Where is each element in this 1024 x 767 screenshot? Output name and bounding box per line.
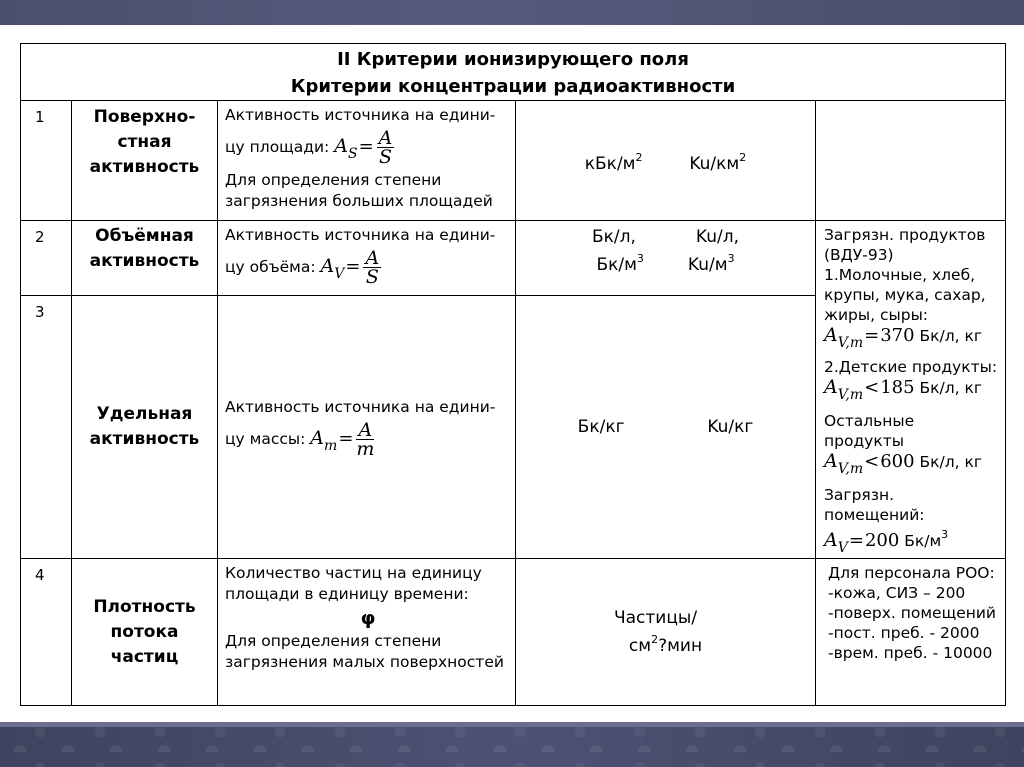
note-line: -пост. преб. - 2000 — [828, 624, 980, 642]
note-line: Для персонала РОО: — [828, 564, 995, 582]
row-number: 2 — [21, 221, 72, 296]
table-row-surface-activity — [21, 101, 1006, 221]
formula-unit: Бк/л, кг — [919, 327, 982, 345]
unit-line — [516, 248, 815, 276]
unit-superscript: 2 — [739, 150, 747, 164]
note-formula-line — [824, 525, 999, 558]
unit-superscript: 3 — [727, 252, 735, 265]
formula-fraction — [363, 249, 381, 286]
formula-lhs: A — [310, 426, 325, 449]
row-number: 3 — [21, 296, 72, 559]
row-description — [218, 101, 516, 221]
note-line: (ВДУ-93) — [824, 246, 894, 264]
row-name — [72, 221, 218, 296]
criteria-table — [20, 43, 1006, 706]
unit-superscript: 2 — [635, 150, 643, 164]
unit-superscript: 3 — [636, 252, 644, 265]
unit-superscript: 2 — [651, 632, 659, 646]
row-name — [72, 296, 218, 559]
desc-formula-line — [225, 129, 511, 166]
note-line: Остальные продукты — [824, 412, 915, 450]
header-title-line2: Критерии концентрации радиоактивности — [290, 76, 736, 97]
formula-operator: < — [864, 377, 880, 398]
formula-value: 185 — [880, 377, 915, 398]
row-note-empty — [816, 101, 1006, 221]
formula-subscript: V,m — [837, 387, 864, 403]
unit-line: Частицы/ — [613, 607, 698, 628]
unit-value: Бк/л, — [591, 227, 636, 247]
formula-operator: = — [848, 530, 864, 551]
row-name-line: активность — [89, 157, 200, 177]
formula-subscript: m — [324, 437, 338, 454]
unit-value: Ku/кг — [707, 416, 754, 437]
formula-unit: Бк/м — [904, 532, 942, 550]
desc-line: загрязнения больших площадей — [225, 192, 493, 210]
formula-subscript: V,m — [837, 461, 864, 477]
table-row-particle-flux — [21, 559, 1006, 706]
desc-line: Активность источника на едини- — [225, 397, 496, 416]
desc-line: площади в единицу времени: — [225, 585, 469, 603]
table-header — [21, 44, 1006, 101]
row-units — [516, 559, 816, 706]
unit-superscript: 3 — [941, 528, 949, 541]
row-description — [218, 559, 516, 706]
table-header-row — [21, 44, 1006, 101]
row-name-line: Плотность — [93, 596, 196, 617]
formula-value: 600 — [880, 451, 915, 472]
table-row-volume-activity — [21, 221, 1006, 296]
formula-equals: = — [358, 136, 374, 157]
formula-lhs: A — [824, 450, 838, 472]
row-number: 1 — [21, 101, 72, 221]
row-name — [72, 559, 218, 706]
formula-lhs: A — [824, 529, 838, 551]
formula-operator: = — [864, 325, 880, 346]
row-name-line: потока — [110, 621, 179, 642]
row-name-line: Объёмная — [95, 226, 194, 246]
desc-line: цу массы: — [225, 429, 306, 448]
unit-value: Бк/кг — [577, 416, 625, 437]
formula-numerator: A — [365, 247, 380, 269]
desc-formula-line — [225, 249, 511, 286]
note-line: -врем. преб. - 10000 — [828, 644, 993, 662]
bottom-banner-stripe — [0, 722, 1024, 727]
formula-operator: < — [864, 451, 880, 472]
unit-line — [516, 227, 815, 248]
formula-denominator: S — [379, 146, 393, 168]
row-description — [218, 221, 516, 296]
note-formula-line — [824, 451, 999, 479]
formula-subscript: V — [837, 540, 848, 556]
unit-value: кБк/м — [584, 153, 636, 174]
note-line: -кожа, СИЗ – 200 — [828, 584, 966, 602]
formula-value: 200 — [864, 530, 900, 551]
row-units — [516, 296, 816, 559]
row-name-line: Удельная — [96, 404, 193, 425]
formula-subscript: V,m — [837, 335, 864, 351]
note-line — [824, 265, 999, 285]
formula-fraction — [356, 418, 375, 460]
desc-line: цу площади: — [225, 138, 330, 156]
unit-value: Бк/м — [596, 255, 637, 275]
desc-line: Для определения степени — [225, 171, 442, 189]
row-name-line: частиц — [110, 646, 179, 667]
note-line: Загрязн. продуктов — [824, 226, 986, 244]
formula-unit: Бк/л, кг — [919, 453, 982, 471]
formula-lhs: A — [320, 255, 335, 277]
formula-lhs: A — [824, 324, 838, 346]
row-name-line: активность — [89, 251, 200, 271]
unit-value: ?мин — [658, 635, 703, 656]
desc-formula-line — [225, 418, 511, 460]
unit-value: Ku/м — [687, 255, 728, 275]
desc-line: Активность источника на едини- — [225, 226, 496, 244]
header-title-line1: II Критерии ионизирующего поля — [337, 49, 689, 70]
desc-line: Активность источника на едини- — [225, 106, 496, 124]
unit-value: Ku/л, — [695, 227, 739, 247]
formula-unit: Бк/л, кг — [919, 379, 982, 397]
note-line: 2.Детские продукты: — [824, 358, 998, 376]
formula-lhs: A — [824, 376, 838, 398]
note-line: жиры, сыры: — [824, 306, 929, 324]
row-number: 4 — [21, 559, 72, 706]
row-name-line: Поверхно- — [93, 107, 196, 127]
food-contamination-note — [816, 221, 1006, 559]
note-text: 1.Молочные, хлеб, — [824, 266, 976, 284]
top-banner — [0, 0, 1024, 25]
note-line: Загрязн. помещений: — [824, 486, 925, 524]
desc-line: Для определения степени — [225, 632, 442, 650]
formula-subscript: S — [347, 146, 358, 162]
formula-lhs: A — [334, 135, 348, 157]
criteria-table-wrapper — [20, 43, 1005, 695]
row-description — [218, 296, 516, 559]
row-units — [516, 101, 816, 221]
note-formula-line — [824, 325, 999, 353]
formula-equals: = — [338, 427, 354, 449]
unit-value: Ku/км — [689, 153, 740, 174]
formula-value: 370 — [880, 325, 915, 346]
bottom-banner — [0, 722, 1024, 767]
formula-numerator: A — [378, 127, 393, 149]
formula-subscript: V — [334, 266, 345, 282]
unit-line — [516, 629, 815, 657]
row-units — [516, 221, 816, 296]
formula-denominator: m — [356, 437, 375, 460]
desc-line: цу объёма: — [225, 258, 316, 276]
personnel-note — [816, 559, 1006, 706]
note-line: крупы, мука, сахар, — [824, 286, 986, 304]
unit-value: см — [628, 635, 652, 656]
desc-line: Количество частиц на единицу — [225, 564, 482, 582]
formula-numerator: A — [356, 421, 374, 440]
desc-line: загрязнения малых поверхностей — [225, 653, 504, 671]
note-line: -поверх. помещений — [828, 604, 997, 622]
row-name-line: активность — [89, 429, 200, 450]
note-formula-line — [824, 377, 999, 405]
formula-equals: = — [345, 256, 361, 277]
row-name — [72, 101, 218, 221]
formula-denominator: S — [365, 266, 379, 288]
phi-symbol: φ — [360, 607, 376, 629]
formula-fraction — [377, 129, 395, 166]
row-name-line: стная — [117, 132, 172, 152]
